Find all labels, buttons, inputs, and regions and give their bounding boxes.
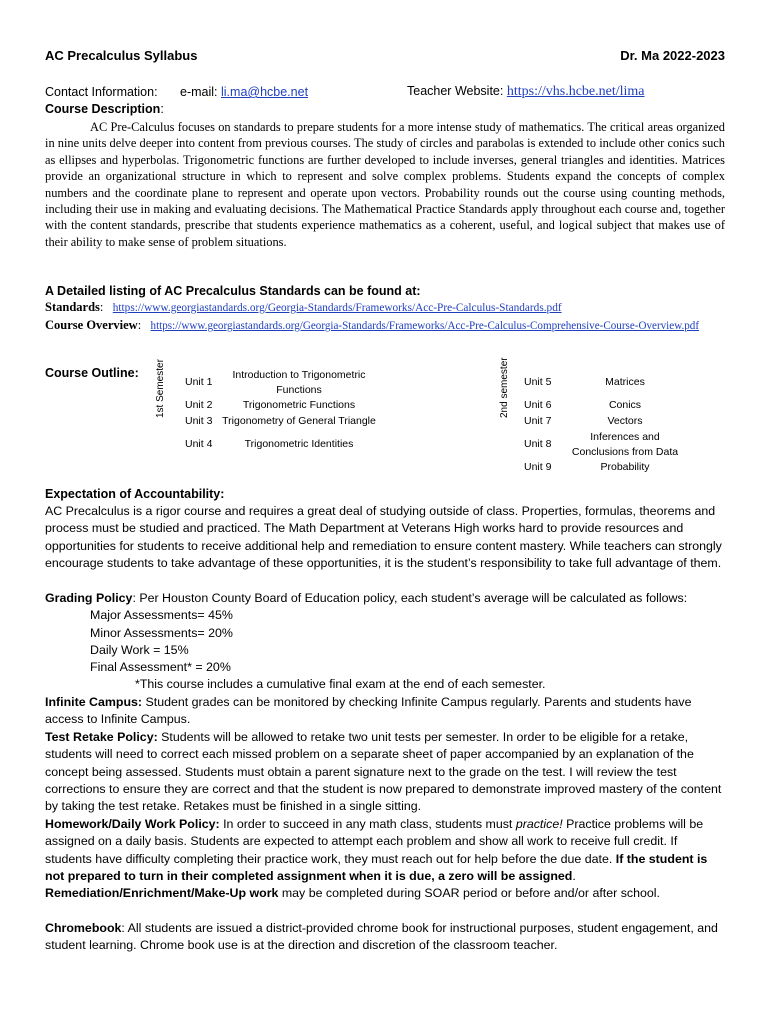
- homework-policy: Homework/Daily Work Policy: In order to succeed in any math class, students must practice! Practice problems will be assigned on a daily basis. Students are expected to attempt each problem and show all work to receive full credit. If students have difficulty completing their practice work, they must reach out for help before the due date. If the student is not prepared to turn in their completed assignment when it is due, a zero will be assigned.: [45, 817, 708, 883]
- standards-link[interactable]: https://www.georgiastandards.org/Georgia-Standards/Frameworks/Acc-Pre-Calculus-Standards.pdf: [112, 302, 562, 314]
- contact-label: Contact Information:: [45, 85, 158, 99]
- grading-item: Daily Work = 15%: [90, 642, 189, 657]
- chromebook-policy: Chromebook: All students are issued a district-provided chrome book for instructional purposes, student engagement, and student learning. Chrome book use is at the direction and discretion of the classroom teacher.: [45, 921, 718, 953]
- page-title: AC Precalculus Syllabus: [45, 48, 198, 63]
- semester-2-label: 2nd semester: [499, 357, 510, 418]
- sem2-topic: Probability: [600, 461, 650, 473]
- email-label: e-mail:: [180, 85, 218, 99]
- email-link[interactable]: li.ma@hcbe.net: [221, 85, 309, 99]
- remediation-policy: Remediation/Enrichment/Make-Up work may be completed during SOAR period or before and/or after school.: [45, 886, 660, 900]
- retake-policy: Test Retake Policy: Students will be allowed to retake two unit tests per semester. In order to be eligible for a retake, students will need to correct each missed problem on a separate sheet of paper accompanied by an explanation of the concept being assessed. Students must obtain a parent signature next to the grade on the test. I will review the test corrections to ensure they are correct and that the student is now prepared to demonstrate improved mastery of the content by taking the test retake. Retakes must be finished in a single sitting.: [45, 730, 722, 814]
- sem1-unit: Unit 2: [185, 399, 213, 411]
- overview-link[interactable]: https://www.georgiastandards.org/Georgia-Standards/Frameworks/Acc-Pre-Calculus-Comprehensive-Course-Overview.pdf: [150, 320, 700, 332]
- course-outline: [45, 357, 725, 478]
- grading-item: Minor Assessments= 20%: [90, 625, 233, 640]
- grading-note: *This course includes a cumulative final exam at the end of each semester.: [135, 677, 546, 692]
- accountability-text: AC Precalculus is a rigor course and requires a great deal of studying outside of class. Properties, formulas, theorems and process must be studied and practiced. The Math Department at Veterans High works hard to provide resources and opportunities for students to receive additional help and remediation to ensure content mastery. While teachers can strongly encourage students to take advantage of these opportunities, it is the student’s responsibility to take full advantage of them.: [45, 504, 722, 570]
- sem2-topic: Conics: [608, 399, 642, 411]
- website-label: Teacher Website:: [407, 84, 504, 98]
- website-block: [407, 84, 645, 100]
- teacher-year: Dr. Ma 2022-2023: [620, 48, 725, 63]
- website-link[interactable]: https://vhs.hcbe.net/lima: [506, 84, 645, 99]
- grading-item: Major Assessments= 45%: [90, 608, 233, 623]
- sem1-topic: Trigonometric Functions: [242, 399, 356, 411]
- sem2-topic: Inferences and Conclusions from Data: [571, 431, 679, 458]
- sem2-unit: Unit 6: [524, 399, 552, 411]
- grading-policy: [45, 590, 725, 694]
- grading-item: Final Assessment* = 20%: [90, 660, 231, 675]
- course-outline-label: Course Outline:: [45, 366, 139, 380]
- grading-intro: Grading Policy: Per Houston County Board of Education policy, each student’s average will be calculated as follows:: [45, 591, 688, 605]
- sem2-unit: Unit 7: [524, 415, 552, 427]
- sem2-topic: Vectors: [607, 415, 643, 427]
- standards-heading: A Detailed listing of AC Precalculus Standards can be found at:: [45, 284, 421, 298]
- sem1-unit: Unit 1: [185, 376, 213, 388]
- email-block: [180, 85, 308, 99]
- sem2-topic: Matrices: [605, 376, 645, 388]
- semester-1-label: 1st Semester: [155, 359, 166, 418]
- sem2-unit: Unit 8: [524, 438, 552, 450]
- course-description-label: Course Description:: [45, 102, 164, 116]
- sem1-topic: Trigonometry of General Triangle: [222, 415, 376, 427]
- contact-info: [45, 85, 725, 99]
- sem1-unit: Unit 3: [185, 415, 213, 427]
- overview-line: Course Overview: https://www.georgiastandards.org/Georgia-Standards/Frameworks/Acc-Pre-Calculus-Comprehensive-Course-Overview.pdf: [45, 318, 700, 332]
- standards-line: Standards: https://www.georgiastandards.org/Georgia-Standards/Frameworks/Acc-Pre-Calculus-Standards.pdf: [45, 300, 562, 314]
- sem2-unit: Unit 9: [524, 461, 552, 473]
- course-description: AC Pre-Calculus focuses on standards to prepare students for a more intense study of mathematics. The critical areas organized in nine units delve deeper into content from previous courses. The study of circles and parabolas is extended to include other conics such as ellipses and hyperbolas. Trigonometric functions are further developed to include inverses, general triangles and identities. Matrices provide an organizational structure in which to represent and solve complex problems. Students expand the concepts of complex numbers and the coordinate plane to represent and operate upon vectors. Probability rounds out the course using counting methods, including their use in making and evaluating decisions. The Mathematical Practice Standards apply throughout each course and, together with the content standards, prescribe that students experience mathematics as a coherent, useful, and logical subject that makes use of their ability to make sense of problem situations.: [45, 120, 725, 249]
- accountability-heading: Expectation of Accountability:: [45, 487, 225, 501]
- infinite-campus: Infinite Campus: Student grades can be monitored by checking Infinite Campus regularly. Parents and students have access to Infinite Campus.: [45, 695, 692, 727]
- header: [45, 48, 725, 63]
- sem2-unit: Unit 5: [524, 376, 552, 388]
- sem1-topic: Introduction to Trigonometric Functions: [232, 369, 366, 396]
- sem1-unit: Unit 4: [185, 438, 213, 450]
- sem1-topic: Trigonometric Identities: [244, 438, 354, 450]
